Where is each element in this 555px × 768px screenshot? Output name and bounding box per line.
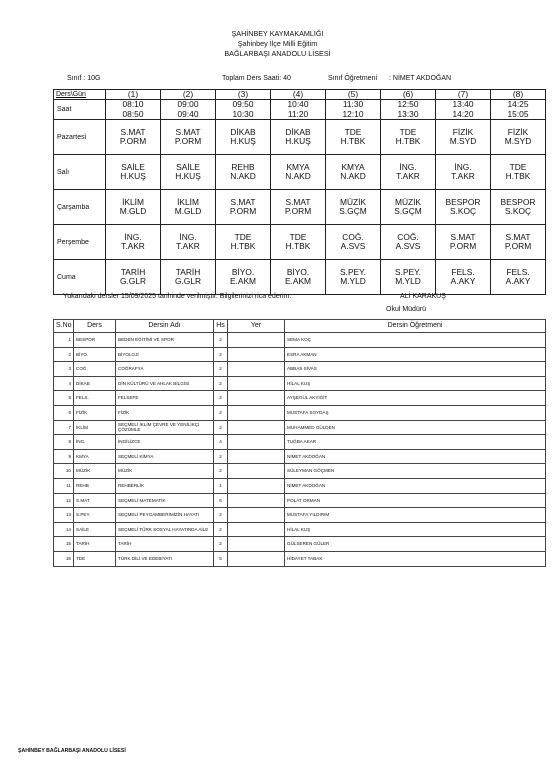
lesson-teacher: H.TBK bbox=[395, 136, 421, 147]
lesson-cell bbox=[436, 260, 491, 295]
lesson-teacher: S.GÇM bbox=[339, 206, 367, 217]
info-note: Yukarıdaki dersler 15/09/2025 tarihinde verilmiştir. Bilgilerinizi rica ederim. bbox=[63, 293, 292, 300]
principal-title: Okul Müdürü bbox=[386, 306, 427, 313]
lesson-cell bbox=[381, 225, 436, 260]
period-time bbox=[271, 100, 326, 120]
course-place bbox=[228, 333, 285, 348]
lesson-teacher: T.AKR bbox=[396, 171, 420, 182]
lesson-cell bbox=[491, 260, 546, 295]
lesson-teacher: T.AKR bbox=[176, 241, 200, 252]
lesson-cell bbox=[216, 155, 271, 190]
course-hours: 4 bbox=[214, 435, 228, 450]
course-no: 12 bbox=[54, 493, 74, 508]
corner-label: Ders\Gün bbox=[54, 90, 106, 100]
lesson-teacher: P.ORM bbox=[119, 136, 147, 147]
class-label: Sınıf : 10G bbox=[67, 75, 101, 82]
period-end: 12:10 bbox=[342, 108, 364, 119]
class-teacher-value: : NİMET AKDOĞAN bbox=[389, 75, 452, 82]
course-row bbox=[54, 362, 546, 377]
course-code: BESPOR bbox=[74, 333, 116, 348]
course-place bbox=[228, 478, 285, 493]
course-list-table bbox=[53, 319, 546, 567]
course-code: KMYA bbox=[74, 449, 116, 464]
period-start: 10:40 bbox=[287, 99, 309, 110]
header-line-2: Şahinbey İlçe Milli Eğitim bbox=[237, 39, 318, 48]
lesson-course: İNG. bbox=[399, 162, 417, 172]
header-teacher: Dersin Öğretmeni bbox=[285, 320, 546, 333]
period-time bbox=[491, 100, 546, 120]
course-place bbox=[228, 362, 285, 377]
period-number: (7) bbox=[436, 90, 491, 100]
course-hours: 6 bbox=[214, 493, 228, 508]
course-row bbox=[54, 522, 546, 537]
lesson-course: TDE bbox=[234, 232, 252, 242]
day-row bbox=[54, 120, 546, 155]
course-no: 7 bbox=[54, 420, 74, 435]
lesson-course: TDE bbox=[289, 232, 307, 242]
lesson-cell bbox=[161, 120, 216, 155]
lesson-cell bbox=[436, 155, 491, 190]
day-row bbox=[54, 190, 546, 225]
weekly-schedule-table bbox=[53, 89, 546, 295]
lesson-cell bbox=[106, 155, 161, 190]
lesson-course: KMYA bbox=[286, 162, 310, 172]
course-code: S.PEY. bbox=[74, 508, 116, 523]
course-teacher: ABBAS SİVAS bbox=[285, 362, 546, 377]
lesson-cell bbox=[161, 190, 216, 225]
lesson-cell bbox=[271, 155, 326, 190]
lesson-course: SAİLE bbox=[176, 162, 200, 172]
lesson-course: BESPOR bbox=[500, 197, 536, 207]
lesson-teacher: M.SYD bbox=[504, 136, 532, 147]
lesson-course: BESPOR bbox=[445, 197, 481, 207]
period-start: 13:40 bbox=[452, 99, 474, 110]
period-time bbox=[161, 100, 216, 120]
lesson-teacher: P.ORM bbox=[504, 241, 532, 252]
lesson-course: S.PEY. bbox=[395, 267, 421, 277]
lesson-cell bbox=[436, 120, 491, 155]
course-no: 11 bbox=[54, 478, 74, 493]
lesson-course: S.MAT bbox=[120, 127, 146, 137]
course-place bbox=[228, 449, 285, 464]
header-code: Ders bbox=[74, 320, 116, 333]
lesson-course: FİZİK bbox=[507, 127, 529, 137]
lesson-teacher: H.KUŞ bbox=[175, 171, 201, 182]
day-name: Perşembe bbox=[54, 225, 106, 260]
course-code: FELS. bbox=[74, 391, 116, 406]
course-row bbox=[54, 551, 546, 566]
header-line-1: ŞAHİNBEY KAYMAKAMLIĞI bbox=[231, 29, 324, 38]
period-end: 11:20 bbox=[287, 108, 309, 119]
lesson-course: FELS. bbox=[451, 267, 475, 277]
lesson-course: S.MAT bbox=[175, 127, 201, 137]
period-start: 09:50 bbox=[232, 99, 254, 110]
course-teacher: GÜLSEREN GÜLER bbox=[285, 537, 546, 552]
course-code: İNG. bbox=[74, 435, 116, 450]
course-code: COĞ. bbox=[74, 362, 116, 377]
lesson-cell bbox=[161, 155, 216, 190]
lesson-cell bbox=[271, 260, 326, 295]
lesson-teacher: N.AKD bbox=[340, 171, 366, 182]
period-start: 14:25 bbox=[507, 99, 529, 110]
period-number: (4) bbox=[271, 90, 326, 100]
course-name: TÜRK DİLİ VE EDEBİYATI bbox=[116, 551, 214, 566]
course-no: 14 bbox=[54, 522, 74, 537]
lesson-teacher: S.KOÇ bbox=[504, 206, 532, 217]
day-row bbox=[54, 260, 546, 295]
lesson-cell bbox=[326, 190, 381, 225]
course-teacher: AYŞEGÜL AKYİĞİT bbox=[285, 391, 546, 406]
lesson-cell bbox=[216, 225, 271, 260]
course-place bbox=[228, 551, 285, 566]
lesson-teacher: A.SVS bbox=[340, 241, 366, 252]
period-number: (5) bbox=[326, 90, 381, 100]
lesson-teacher: P.ORM bbox=[229, 206, 257, 217]
course-place bbox=[228, 420, 285, 435]
course-row bbox=[54, 420, 546, 435]
course-no: 6 bbox=[54, 405, 74, 420]
lesson-cell bbox=[161, 225, 216, 260]
period-time bbox=[326, 100, 381, 120]
course-name: COĞRAFYA bbox=[116, 362, 214, 377]
period-time bbox=[381, 100, 436, 120]
lesson-teacher: H.TBK bbox=[285, 241, 311, 252]
course-place bbox=[228, 405, 285, 420]
course-name: SEÇMELİ MATEMATİK bbox=[116, 493, 214, 508]
lesson-course: İNG. bbox=[179, 232, 197, 242]
lesson-course: BİYO. bbox=[286, 267, 310, 277]
course-place bbox=[228, 435, 285, 450]
course-code: REHB bbox=[74, 478, 116, 493]
course-name: TARİH bbox=[116, 537, 214, 552]
lesson-teacher: A.AKY bbox=[450, 276, 476, 287]
lesson-teacher: S.GÇM bbox=[394, 206, 422, 217]
day-name: Cuma bbox=[54, 260, 106, 295]
course-place bbox=[228, 508, 285, 523]
course-row bbox=[54, 449, 546, 464]
course-hours: 2 bbox=[214, 508, 228, 523]
lesson-teacher: N.AKD bbox=[285, 171, 311, 182]
lesson-course: S.MAT bbox=[505, 232, 531, 242]
lesson-cell bbox=[106, 225, 161, 260]
course-no: 16 bbox=[54, 551, 74, 566]
course-name: FİZİK bbox=[116, 405, 214, 420]
lesson-teacher: M.YLD bbox=[395, 276, 421, 287]
course-no: 5 bbox=[54, 391, 74, 406]
course-place bbox=[228, 376, 285, 391]
lesson-cell bbox=[381, 120, 436, 155]
lesson-teacher: H.TBK bbox=[340, 136, 366, 147]
course-teacher: SEMA KOÇ bbox=[285, 333, 546, 348]
course-row bbox=[54, 537, 546, 552]
course-row bbox=[54, 435, 546, 450]
lesson-teacher: H.KUŞ bbox=[230, 136, 256, 147]
course-table-header bbox=[54, 320, 546, 333]
lesson-cell bbox=[216, 260, 271, 295]
lesson-course: DİKAB bbox=[230, 127, 256, 137]
course-name: BİYOLOJİ bbox=[116, 347, 214, 362]
header-sno: S.No bbox=[54, 320, 74, 333]
lesson-course: MÜZİK bbox=[394, 197, 422, 207]
course-code: MÜZİK bbox=[74, 464, 116, 479]
course-name: REHBERLİK bbox=[116, 478, 214, 493]
day-row bbox=[54, 225, 546, 260]
lesson-cell bbox=[106, 120, 161, 155]
lesson-cell bbox=[381, 260, 436, 295]
lesson-cell bbox=[436, 225, 491, 260]
lesson-course: TARİH bbox=[175, 267, 201, 277]
course-hours: 2 bbox=[214, 333, 228, 348]
lesson-teacher: P.ORM bbox=[284, 206, 312, 217]
course-teacher: MUSTAFA YILDIRIM bbox=[285, 508, 546, 523]
course-place bbox=[228, 493, 285, 508]
period-number: (2) bbox=[161, 90, 216, 100]
course-hours: 5 bbox=[214, 551, 228, 566]
lesson-course: S.MAT bbox=[230, 197, 256, 207]
lesson-teacher: P.ORM bbox=[449, 241, 477, 252]
period-end: 14:20 bbox=[452, 108, 474, 119]
lesson-cell bbox=[326, 260, 381, 295]
course-name: FELSEFE bbox=[116, 391, 214, 406]
course-place bbox=[228, 522, 285, 537]
course-hours: 2 bbox=[214, 420, 228, 435]
period-time bbox=[216, 100, 271, 120]
course-teacher: MUHAMMED GÜLDEN bbox=[285, 420, 546, 435]
lesson-course: BİYO. bbox=[231, 267, 255, 277]
course-hours: 2 bbox=[214, 362, 228, 377]
lesson-teacher: A.SVS bbox=[395, 241, 421, 252]
lesson-course: TARİH bbox=[120, 267, 146, 277]
lesson-course: S.MAT bbox=[450, 232, 476, 242]
course-name: SEÇMELİ TÜRK SOSYAL HAYATINDA AİLE bbox=[116, 522, 214, 537]
period-number: (3) bbox=[216, 90, 271, 100]
lesson-cell bbox=[326, 155, 381, 190]
period-end: 10:30 bbox=[232, 108, 254, 119]
lesson-teacher: G.GLR bbox=[174, 276, 202, 287]
course-row bbox=[54, 464, 546, 479]
lesson-teacher: E.AKM bbox=[284, 276, 312, 287]
lesson-cell bbox=[381, 155, 436, 190]
lesson-teacher: M.GLD bbox=[119, 206, 147, 217]
course-row bbox=[54, 376, 546, 391]
lesson-course: S.MAT bbox=[285, 197, 311, 207]
course-name: MÜZİK bbox=[116, 464, 214, 479]
course-teacher: SÜLEYMAN GÖÇMEN bbox=[285, 464, 546, 479]
course-code: TDE bbox=[74, 551, 116, 566]
course-teacher: HİDAYET TABAK bbox=[285, 551, 546, 566]
course-name: SEÇMELİ PEYGAMBERİMİZİN HAYATI bbox=[116, 508, 214, 523]
header-place: Yer bbox=[228, 320, 285, 333]
lesson-cell bbox=[491, 225, 546, 260]
course-row bbox=[54, 478, 546, 493]
course-teacher: POLAT ORMAN bbox=[285, 493, 546, 508]
lesson-cell bbox=[491, 120, 546, 155]
lesson-cell bbox=[106, 190, 161, 225]
lesson-course: FELS. bbox=[506, 267, 530, 277]
course-name: SEÇMELİ İKLİM ÇEVRE VE YENİLİKÇİ ÇÖZÜMLE bbox=[116, 420, 214, 435]
lesson-cell bbox=[271, 225, 326, 260]
course-code: DİKAB bbox=[74, 376, 116, 391]
period-start: 11:30 bbox=[342, 99, 364, 110]
lesson-course: İKLİM bbox=[177, 197, 199, 207]
course-code: BİYO. bbox=[74, 347, 116, 362]
lesson-cell bbox=[326, 225, 381, 260]
course-hours: 2 bbox=[214, 376, 228, 391]
course-hours: 2 bbox=[214, 405, 228, 420]
course-code: FİZİK bbox=[74, 405, 116, 420]
header-line-3: BAĞLARBAŞI ANADOLU LİSESİ bbox=[224, 49, 331, 58]
total-hours-label: Toplam Ders Saati: 40 bbox=[222, 75, 291, 82]
course-place bbox=[228, 464, 285, 479]
lesson-teacher: M.SYD bbox=[449, 136, 477, 147]
lesson-teacher: H.TBK bbox=[230, 241, 256, 252]
course-row bbox=[54, 391, 546, 406]
lesson-teacher: S.KOÇ bbox=[449, 206, 477, 217]
day-row bbox=[54, 155, 546, 190]
day-name: Çarşamba bbox=[54, 190, 106, 225]
course-teacher: HİLAL KUŞ bbox=[285, 522, 546, 537]
course-place bbox=[228, 391, 285, 406]
course-no: 15 bbox=[54, 537, 74, 552]
course-hours: 2 bbox=[214, 522, 228, 537]
lesson-teacher: H.TBK bbox=[505, 171, 531, 182]
course-hours: 2 bbox=[214, 449, 228, 464]
course-hours: 1 bbox=[214, 478, 228, 493]
lesson-cell bbox=[216, 120, 271, 155]
course-row bbox=[54, 493, 546, 508]
period-number: (1) bbox=[106, 90, 161, 100]
course-name: DİN KÜLTÜRÜ VE AHLAK BİLGİSİ bbox=[116, 376, 214, 391]
course-no: 3 bbox=[54, 362, 74, 377]
lesson-teacher: T.AKR bbox=[451, 171, 475, 182]
lesson-cell bbox=[271, 120, 326, 155]
footer-school-name: ŞAHİNBEY BAĞLARBAŞI ANADOLU LİSESİ bbox=[18, 748, 126, 754]
course-no: 10 bbox=[54, 464, 74, 479]
course-hours: 2 bbox=[214, 537, 228, 552]
course-name: BEDEN EĞİTİMİ VE SPOR bbox=[116, 333, 214, 348]
period-start: 12:50 bbox=[397, 99, 419, 110]
lesson-course: S.PEY. bbox=[340, 267, 366, 277]
period-number: (8) bbox=[491, 90, 546, 100]
period-end: 08:50 bbox=[122, 108, 144, 119]
lesson-cell bbox=[491, 155, 546, 190]
course-row bbox=[54, 333, 546, 348]
lesson-course: COĞ. bbox=[342, 232, 364, 242]
course-no: 13 bbox=[54, 508, 74, 523]
course-place bbox=[228, 347, 285, 362]
lesson-cell bbox=[106, 260, 161, 295]
period-number: (6) bbox=[381, 90, 436, 100]
lesson-teacher: H.KUŞ bbox=[120, 171, 146, 182]
period-start: 09:00 bbox=[177, 99, 199, 110]
period-end: 13:30 bbox=[397, 108, 419, 119]
lesson-course: FİZİK bbox=[452, 127, 474, 137]
course-no: 8 bbox=[54, 435, 74, 450]
period-end: 15:05 bbox=[507, 108, 529, 119]
lesson-teacher: P.ORM bbox=[174, 136, 202, 147]
lesson-course: İNG. bbox=[124, 232, 142, 242]
course-row bbox=[54, 508, 546, 523]
lesson-teacher: T.AKR bbox=[121, 241, 145, 252]
course-name: İNGİLİZCE bbox=[116, 435, 214, 450]
period-end: 09:40 bbox=[177, 108, 199, 119]
header-hours: Hs bbox=[214, 320, 228, 333]
principal-name: ALİ KARAKUŞ bbox=[400, 293, 446, 300]
course-name: SEÇMELİ KİMYA bbox=[116, 449, 214, 464]
lesson-course: İKLİM bbox=[122, 197, 144, 207]
header-course-name: Dersin Adı bbox=[116, 320, 214, 333]
lesson-cell bbox=[216, 190, 271, 225]
course-row bbox=[54, 347, 546, 362]
course-place bbox=[228, 537, 285, 552]
course-teacher: TUĞBA AKAR bbox=[285, 435, 546, 450]
period-start: 08:10 bbox=[122, 99, 144, 110]
lesson-cell bbox=[381, 190, 436, 225]
lesson-course: KMYA bbox=[341, 162, 365, 172]
course-code: SAİLE bbox=[74, 522, 116, 537]
lesson-cell bbox=[436, 190, 491, 225]
period-time-row bbox=[54, 100, 546, 120]
period-number-row bbox=[54, 90, 546, 100]
lesson-teacher: M.YLD bbox=[340, 276, 366, 287]
lesson-teacher: M.GLD bbox=[174, 206, 202, 217]
lesson-teacher: E.AKM bbox=[229, 276, 257, 287]
lesson-cell bbox=[326, 120, 381, 155]
course-no: 1 bbox=[54, 333, 74, 348]
lesson-course: DİKAB bbox=[285, 127, 311, 137]
course-code: TARİH bbox=[74, 537, 116, 552]
lesson-teacher: N.AKD bbox=[230, 171, 256, 182]
course-hours: 2 bbox=[214, 464, 228, 479]
lesson-cell bbox=[271, 190, 326, 225]
lesson-course: TDE bbox=[344, 127, 362, 137]
lesson-course: İNG. bbox=[454, 162, 472, 172]
course-row bbox=[54, 405, 546, 420]
course-hours: 2 bbox=[214, 347, 228, 362]
period-time bbox=[106, 100, 161, 120]
day-name: Salı bbox=[54, 155, 106, 190]
course-code: S.MAT bbox=[74, 493, 116, 508]
course-teacher: MUSTAFA SOYDAŞ bbox=[285, 405, 546, 420]
class-teacher-label: Sınıf Öğretmeni bbox=[328, 75, 378, 82]
course-no: 9 bbox=[54, 449, 74, 464]
course-teacher: ESRA AKMAN bbox=[285, 347, 546, 362]
lesson-course: TDE bbox=[399, 127, 417, 137]
lesson-course: SAİLE bbox=[121, 162, 145, 172]
course-teacher: NİMET AKDOĞAN bbox=[285, 478, 546, 493]
lesson-course: COĞ. bbox=[397, 232, 419, 242]
lesson-course: REHB bbox=[231, 162, 255, 172]
period-time bbox=[436, 100, 491, 120]
course-teacher: NİMET AKDOĞAN bbox=[285, 449, 546, 464]
course-no: 4 bbox=[54, 376, 74, 391]
lesson-course: MÜZİK bbox=[339, 197, 367, 207]
lesson-cell bbox=[491, 190, 546, 225]
lesson-teacher: A.AKY bbox=[505, 276, 531, 287]
course-code: İKLİM bbox=[74, 420, 116, 435]
course-teacher: HİLAL KUŞ bbox=[285, 376, 546, 391]
lesson-course: TDE bbox=[509, 162, 527, 172]
time-label: Saat bbox=[54, 100, 106, 120]
course-no: 2 bbox=[54, 347, 74, 362]
day-name: Pazartesi bbox=[54, 120, 106, 155]
lesson-teacher: H.KUŞ bbox=[285, 136, 311, 147]
lesson-teacher: G.GLR bbox=[119, 276, 147, 287]
lesson-cell bbox=[161, 260, 216, 295]
course-hours: 2 bbox=[214, 391, 228, 406]
